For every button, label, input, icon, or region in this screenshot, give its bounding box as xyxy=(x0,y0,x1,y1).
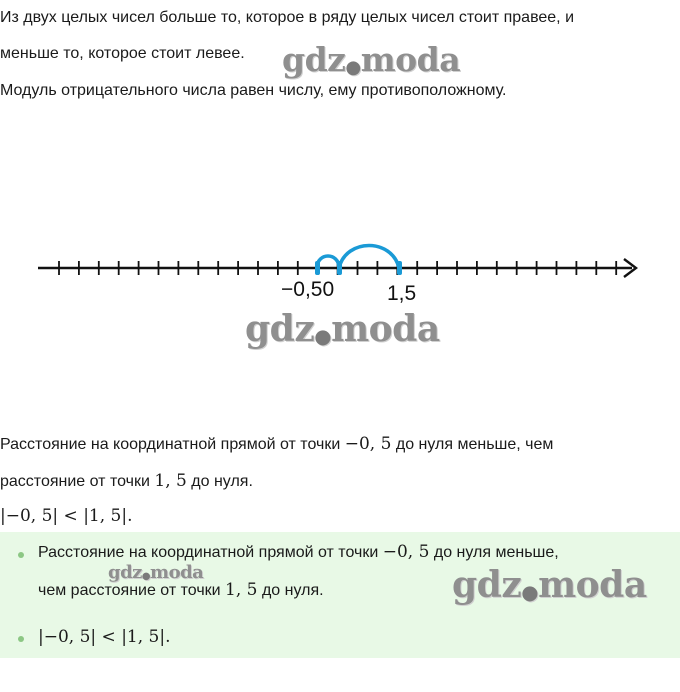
rule-line-1: Из двух целых чисел больше то, которое в ряду целых чисел стоит правее, и xyxy=(0,9,575,26)
watermark-dot: ● xyxy=(345,56,361,78)
arc-zero-to-one-point-five xyxy=(339,246,399,269)
explanation-line-2 xyxy=(0,471,253,492)
watermark-main: gdz xyxy=(245,308,315,350)
explanation-line-1 xyxy=(0,434,553,455)
explanation-text: до нуля. xyxy=(191,473,253,490)
explanation-text: до нуля меньше, чем xyxy=(395,436,554,453)
watermark-main: gdz xyxy=(282,40,346,79)
point-zero xyxy=(337,261,342,275)
rule-line-3: Модуль отрицательного числа равен числу, ему противоположному. xyxy=(0,82,507,99)
point-1-5 xyxy=(397,261,402,275)
label-minus-half-zero: −0,50 xyxy=(281,278,335,301)
watermark-main: gdz xyxy=(108,562,142,583)
watermark-tail: moda xyxy=(360,40,461,79)
summary-text: чем расстояние от точки xyxy=(38,582,221,599)
watermark-logo-right xyxy=(452,564,647,606)
arc-minus-half-to-zero xyxy=(317,256,339,268)
watermark-main: gdz xyxy=(452,564,522,606)
summary-item-2: |−0, 5| < |1, 5|. xyxy=(38,627,171,647)
summary-text: до нуля меньше, xyxy=(433,544,559,561)
math-minus-0-5: −0, 5 xyxy=(382,542,430,562)
watermark-dot: ● xyxy=(314,323,332,348)
watermark-logo-center xyxy=(245,308,440,350)
rule-line-2: меньше то, которое стоит левее. xyxy=(0,45,245,62)
watermark-logo-small xyxy=(108,562,203,583)
math-1-5: 1, 5 xyxy=(225,580,258,600)
label-one-point-five: 1,5 xyxy=(387,282,417,305)
explanation-text: расстояние от точки xyxy=(0,473,150,490)
watermark-logo xyxy=(282,40,460,79)
watermark-dot: ● xyxy=(521,579,539,604)
point-minus-0-5 xyxy=(315,261,320,275)
explanation-text: Расстояние на координатной прямой от точки xyxy=(0,436,341,453)
bullet-1 xyxy=(18,552,24,558)
summary-item-1-line-1 xyxy=(38,542,559,563)
inequality: |−0, 5| < |1, 5|. xyxy=(0,506,133,526)
watermark-dot: ● xyxy=(141,570,151,582)
summary-text: Расстояние на координатной прямой от точки xyxy=(38,544,379,561)
summary-text: до нуля. xyxy=(261,582,324,599)
summary-callout xyxy=(0,532,680,658)
watermark-tail: moda xyxy=(150,562,204,583)
math-1-5: 1, 5 xyxy=(154,471,187,491)
watermark-tail: moda xyxy=(331,308,440,350)
summary-item-1-line-2 xyxy=(38,580,324,601)
bullet-2 xyxy=(18,636,24,642)
watermark-tail: moda xyxy=(538,564,647,606)
math-minus-0-5: −0, 5 xyxy=(344,434,392,454)
